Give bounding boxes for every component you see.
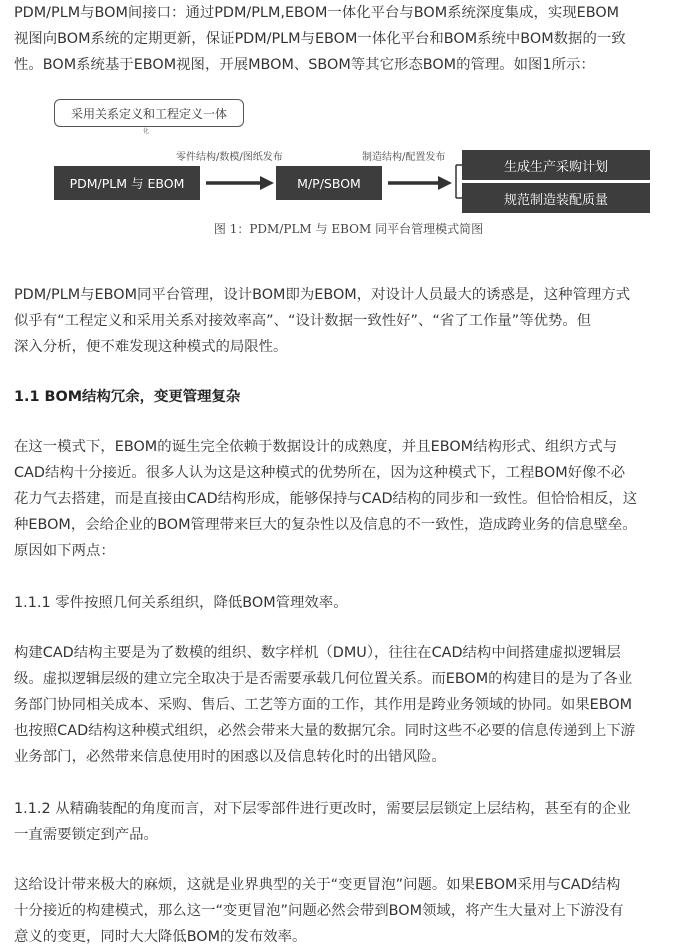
figure-caption: 图 1：PDM/PLM 与 EBOM 同平台管理模式简图 (213, 222, 484, 236)
arrow-1-icon (206, 176, 274, 190)
subsection-1-1-2 (14, 796, 690, 848)
assembly-quality-box: 规范制造装配质量 (462, 183, 650, 213)
paragraph-line: 也按照CAD结构这种模式组织，必然会带来大量的数据冗余。同时这些不必要的信息传递到上下游 (14, 723, 635, 739)
intro-paragraph (14, 0, 690, 78)
arrow-label-part-structure: 零件结构/数模/图纸发布 (176, 152, 283, 163)
intro-line: 性。BOM系统基于EBOM视图，开展MBOM、SBOM等其它形态BOM的管理。如图1所示： (14, 57, 595, 73)
paragraph-line: 种EBOM，会给企业的BOM管理带来巨大的复杂性以及信息的不一致性，造成跨业务的信息壁垒。 (14, 517, 637, 533)
paragraph-line: 十分接近的构建模式，那么这一“变更冒泡”问题必然会带到BOM领域，将产生大量对上下游没有 (14, 903, 624, 919)
paragraph-cad-structure (14, 640, 690, 770)
figure-1-diagram (0, 92, 697, 242)
paragraph-line: 1.1.2 从精确装配的角度而言，对下层零部件进行更改时，需要层层锁定上层结构，甚至有的企业 (14, 801, 631, 817)
paragraph-line: 花力气去搭建，而是直接由CAD结构形成，能够保持与CAD结构的同步和一致性。但恰恰相反，这 (14, 491, 638, 507)
paragraph-line: 原因如下两点： (14, 543, 115, 559)
paragraph-line: 在这一模式下，EBOM的诞生完全依赖于数据设计的成熟度，并且EBOM结构形式、组织方式与 (14, 439, 617, 455)
figure-top-label: 采用关系定义和工程定义一体 (54, 99, 244, 127)
pdm-plm-ebom-box: PDM/PLM 与 EBOM (54, 166, 200, 200)
production-plan-box: 生成生产采购计划 (462, 150, 650, 180)
paragraph-line: CAD结构十分接近。很多人认为这是这种模式的优势所在，因为这种模式下，工程BOM好像不必 (14, 465, 626, 481)
intro-line: 视图向BOM系统的定期更新，保证PDM/PLM与EBOM一体化平台和BOM系统中BOM数据的一致 (14, 31, 626, 47)
arrow-2-icon (388, 176, 452, 190)
paragraph-line: 务部门协同相关成本、采购、售后、工艺等方面的工作，其作用是跨业务领域的协同。如果EBOM (14, 697, 633, 713)
subsection-1-1-1: 1.1.1 零件按照几何关系组织，降低BOM管理效率。 (14, 595, 348, 611)
bracket-connector-icon (456, 165, 462, 198)
paragraph-line: 业务部门，必然带来信息使用时的困惑以及信息转化时的出错风险。 (14, 749, 446, 765)
paragraph-ebom-mode (14, 434, 690, 564)
paragraph-line: 似乎有“工程定义和采用关系对接效率高”、“设计数据一致性好”、“省了工作量”等优势。但 (14, 313, 592, 329)
paragraph-change-bubble (14, 872, 690, 950)
paragraph-line: 级。虚拟逻辑层级的建立完全取决于是否需要承载几何位置关系。而EBOM的构建目的是为了各业 (14, 671, 633, 687)
arrow-label-manufacturing-structure: 制造结构/配置发布 (362, 152, 446, 163)
paragraph-line: 意义的变更，同时大大降低BOM的发布效率。 (14, 929, 307, 945)
paragraph-line: 这给设计带来极大的麻烦，这就是业界典型的关于“变更冒泡”问题。如果EBOM采用与CAD结构 (14, 877, 621, 893)
section-heading: 1.1 BOM结构冗余，变更管理复杂 (14, 389, 241, 405)
paragraph-line: 深入分析，便不难发现这种模式的局限性。 (14, 339, 288, 355)
figure-top-label-marks: 化 (143, 128, 150, 135)
paragraph-platform-management (14, 282, 690, 360)
paragraph-line: 一直需要锁定到产品。 (14, 827, 158, 843)
paragraph-line: PDM/PLM与EBOM同平台管理，设计BOM即为EBOM，对设计人员最大的诱惑是，这种管理方式 (14, 287, 631, 303)
intro-line: PDM/PLM与BOM间接口：通过PDM/PLM,EBOM一体化平台与BOM系统深度集成，实现EBOM (14, 5, 620, 21)
paragraph-line: 构建CAD结构主要是为了数模的组织、数字样机（DMU），往往在CAD结构中间搭建虚拟逻辑层 (14, 645, 621, 661)
mps-bom-box: M/P/SBOM (276, 166, 382, 200)
